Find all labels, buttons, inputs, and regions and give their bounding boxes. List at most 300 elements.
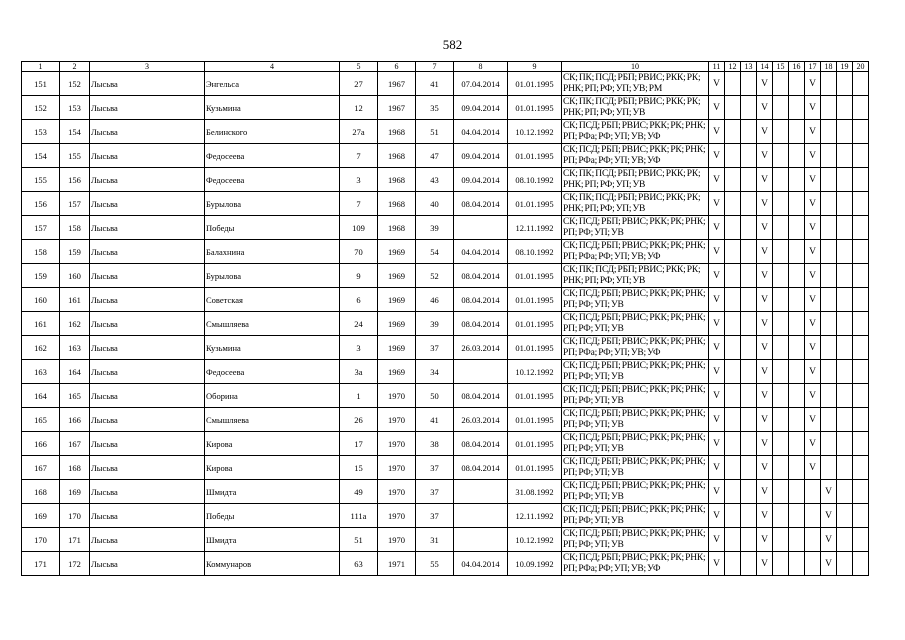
mark-cell-col-20 xyxy=(853,360,869,384)
build-year-cell: 1970 xyxy=(378,432,416,456)
mark-cell-col-12 xyxy=(725,144,741,168)
street-cell: Энгельса xyxy=(205,72,340,96)
mark-cell-col-13 xyxy=(741,360,757,384)
street-cell: Федосеева xyxy=(205,144,340,168)
build-year-cell: 1970 xyxy=(378,384,416,408)
record-number-cell: 153 xyxy=(60,96,90,120)
mark-cell-col-15 xyxy=(773,432,789,456)
mark-cell-col-20 xyxy=(853,312,869,336)
mark-cell-col-13 xyxy=(741,216,757,240)
build-year-cell: 1968 xyxy=(378,192,416,216)
codes-cell: СК; ПСД; РБП; РВИС; РКК; РК; РНК; РП; РФа; РФ; УП; УВ; УФ xyxy=(562,144,709,168)
house-number-cell: 3а xyxy=(340,360,378,384)
house-number-cell: 1 xyxy=(340,384,378,408)
mark-cell-col-13 xyxy=(741,192,757,216)
table-row xyxy=(22,72,869,96)
mark-cell-col-17: V xyxy=(805,264,821,288)
build-year-cell: 1970 xyxy=(378,456,416,480)
mark-cell-col-15 xyxy=(773,96,789,120)
mark-cell-col-14: V xyxy=(757,528,773,552)
column-header-11: 11 xyxy=(709,62,725,72)
mark-cell-col-18 xyxy=(821,96,837,120)
codes-cell: СК; ПСД; РБП; РВИС; РКК; РК; РНК; РП; РФ; УП; УВ xyxy=(562,288,709,312)
mark-cell-col-20 xyxy=(853,192,869,216)
mark-cell-col-16 xyxy=(789,288,805,312)
record-number-cell: 164 xyxy=(60,360,90,384)
inspection-date-cell: 26.03.2014 xyxy=(454,336,508,360)
row-index-cell: 157 xyxy=(22,216,60,240)
mark-cell-col-14: V xyxy=(757,504,773,528)
record-number-cell: 161 xyxy=(60,288,90,312)
mark-cell-col-11: V xyxy=(709,480,725,504)
city-cell: Лысьва xyxy=(90,432,205,456)
mark-cell-col-15 xyxy=(773,168,789,192)
codes-cell: СК; ПСД; РБП; РВИС; РКК; РК; РНК; РП; РФ; УП; УВ xyxy=(562,384,709,408)
mark-cell-col-13 xyxy=(741,384,757,408)
inspection-date-cell: 07.04.2014 xyxy=(454,72,508,96)
row-index-cell: 155 xyxy=(22,168,60,192)
mark-cell-col-13 xyxy=(741,456,757,480)
mark-cell-col-16 xyxy=(789,408,805,432)
table-row xyxy=(22,96,869,120)
column-header-15: 15 xyxy=(773,62,789,72)
mark-cell-col-19 xyxy=(837,336,853,360)
registration-date-cell: 01.01.1995 xyxy=(508,312,562,336)
mark-cell-col-19 xyxy=(837,552,853,576)
mark-cell-col-15 xyxy=(773,480,789,504)
city-cell: Лысьва xyxy=(90,216,205,240)
mark-cell-col-11: V xyxy=(709,408,725,432)
column-header-12: 12 xyxy=(725,62,741,72)
build-year-cell: 1969 xyxy=(378,288,416,312)
codes-cell: СК; ПК; ПСД; РБП; РВИС; РКК; РК; РНК; РП; РФ; УП; УВ xyxy=(562,192,709,216)
row-index-cell: 170 xyxy=(22,528,60,552)
mark-cell-col-20 xyxy=(853,480,869,504)
table-row xyxy=(22,120,869,144)
row-index-cell: 156 xyxy=(22,192,60,216)
column-header-6: 6 xyxy=(378,62,416,72)
city-cell: Лысьва xyxy=(90,264,205,288)
mark-cell-col-19 xyxy=(837,192,853,216)
mark-cell-col-13 xyxy=(741,240,757,264)
mark-cell-col-17: V xyxy=(805,336,821,360)
mark-cell-col-17: V xyxy=(805,72,821,96)
inspection-date-cell: 08.04.2014 xyxy=(454,264,508,288)
mark-cell-col-19 xyxy=(837,288,853,312)
mark-cell-col-19 xyxy=(837,360,853,384)
mark-cell-col-18 xyxy=(821,456,837,480)
mark-cell-col-16 xyxy=(789,72,805,96)
record-number-cell: 159 xyxy=(60,240,90,264)
mark-cell-col-16 xyxy=(789,504,805,528)
house-number-cell: 15 xyxy=(340,456,378,480)
column-header-19: 19 xyxy=(837,62,853,72)
mark-cell-col-12 xyxy=(725,240,741,264)
value-cell: 37 xyxy=(416,456,454,480)
registration-date-cell: 01.01.1995 xyxy=(508,384,562,408)
build-year-cell: 1969 xyxy=(378,360,416,384)
table-row xyxy=(22,288,869,312)
house-number-cell: 27 xyxy=(340,72,378,96)
registration-date-cell: 10.12.1992 xyxy=(508,120,562,144)
codes-cell: СК; ПК; ПСД; РБП; РВИС; РКК; РК; РНК; РП; РФ; УП; УВ; РМ xyxy=(562,72,709,96)
mark-cell-col-15 xyxy=(773,144,789,168)
build-year-cell: 1969 xyxy=(378,264,416,288)
mark-cell-col-16 xyxy=(789,528,805,552)
mark-cell-col-11: V xyxy=(709,456,725,480)
mark-cell-col-11: V xyxy=(709,120,725,144)
column-header-1: 1 xyxy=(22,62,60,72)
mark-cell-col-14: V xyxy=(757,336,773,360)
inspection-date-cell: 04.04.2014 xyxy=(454,120,508,144)
mark-cell-col-19 xyxy=(837,384,853,408)
mark-cell-col-15 xyxy=(773,192,789,216)
street-cell: Шмидта xyxy=(205,528,340,552)
column-header-13: 13 xyxy=(741,62,757,72)
row-index-cell: 153 xyxy=(22,120,60,144)
value-cell: 43 xyxy=(416,168,454,192)
mark-cell-col-12 xyxy=(725,432,741,456)
mark-cell-col-16 xyxy=(789,144,805,168)
mark-cell-col-20 xyxy=(853,384,869,408)
mark-cell-col-12 xyxy=(725,168,741,192)
house-number-cell: 3 xyxy=(340,168,378,192)
row-index-cell: 164 xyxy=(22,384,60,408)
mark-cell-col-15 xyxy=(773,264,789,288)
mark-cell-col-15 xyxy=(773,336,789,360)
build-year-cell: 1968 xyxy=(378,168,416,192)
street-cell: Кузьмина xyxy=(205,96,340,120)
codes-cell: СК; ПСД; РБП; РВИС; РКК; РК; РНК; РП; РФа; РФ; УП; УВ; УФ xyxy=(562,552,709,576)
mark-cell-col-11: V xyxy=(709,528,725,552)
registration-date-cell: 08.10.1992 xyxy=(508,240,562,264)
mark-cell-col-15 xyxy=(773,384,789,408)
mark-cell-col-12 xyxy=(725,360,741,384)
row-index-cell: 161 xyxy=(22,312,60,336)
table-row xyxy=(22,456,869,480)
mark-cell-col-17: V xyxy=(805,408,821,432)
mark-cell-col-15 xyxy=(773,312,789,336)
inspection-date-cell xyxy=(454,360,508,384)
value-cell: 46 xyxy=(416,288,454,312)
mark-cell-col-15 xyxy=(773,456,789,480)
mark-cell-col-13 xyxy=(741,312,757,336)
inspection-date-cell: 09.04.2014 xyxy=(454,168,508,192)
record-number-cell: 154 xyxy=(60,120,90,144)
inspection-date-cell: 09.04.2014 xyxy=(454,96,508,120)
mark-cell-col-11: V xyxy=(709,360,725,384)
record-number-cell: 156 xyxy=(60,168,90,192)
house-number-cell: 63 xyxy=(340,552,378,576)
mark-cell-col-15 xyxy=(773,72,789,96)
registration-date-cell: 10.12.1992 xyxy=(508,528,562,552)
mark-cell-col-17 xyxy=(805,480,821,504)
mark-cell-col-13 xyxy=(741,264,757,288)
mark-cell-col-20 xyxy=(853,240,869,264)
inspection-date-cell: 09.04.2014 xyxy=(454,144,508,168)
mark-cell-col-13 xyxy=(741,168,757,192)
inspection-date-cell xyxy=(454,528,508,552)
mark-cell-col-16 xyxy=(789,168,805,192)
registration-date-cell: 12.11.1992 xyxy=(508,504,562,528)
mark-cell-col-18 xyxy=(821,240,837,264)
row-index-cell: 152 xyxy=(22,96,60,120)
value-cell: 40 xyxy=(416,192,454,216)
mark-cell-col-18 xyxy=(821,120,837,144)
mark-cell-col-17: V xyxy=(805,168,821,192)
mark-cell-col-18 xyxy=(821,168,837,192)
street-cell: Смышляева xyxy=(205,312,340,336)
mark-cell-col-11: V xyxy=(709,432,725,456)
mark-cell-col-17 xyxy=(805,552,821,576)
mark-cell-col-20 xyxy=(853,528,869,552)
mark-cell-col-12 xyxy=(725,312,741,336)
street-cell: Бурылова xyxy=(205,264,340,288)
mark-cell-col-19 xyxy=(837,168,853,192)
mark-cell-col-14: V xyxy=(757,168,773,192)
build-year-cell: 1969 xyxy=(378,336,416,360)
value-cell: 51 xyxy=(416,120,454,144)
column-header-4: 4 xyxy=(205,62,340,72)
build-year-cell: 1967 xyxy=(378,96,416,120)
mark-cell-col-20 xyxy=(853,336,869,360)
column-header-10: 10 xyxy=(562,62,709,72)
house-number-cell: 3 xyxy=(340,336,378,360)
codes-cell: СК; ПСД; РБП; РВИС; РКК; РК; РНК; РП; РФ; УП; УВ xyxy=(562,528,709,552)
registration-date-cell: 01.01.1995 xyxy=(508,408,562,432)
mark-cell-col-16 xyxy=(789,240,805,264)
codes-cell: СК; ПК; ПСД; РБП; РВИС; РКК; РК; РНК; РП; РФ; УП; УВ xyxy=(562,264,709,288)
mark-cell-col-11: V xyxy=(709,312,725,336)
mark-cell-col-16 xyxy=(789,480,805,504)
build-year-cell: 1969 xyxy=(378,312,416,336)
mark-cell-col-17 xyxy=(805,504,821,528)
mark-cell-col-18 xyxy=(821,408,837,432)
registration-date-cell: 12.11.1992 xyxy=(508,216,562,240)
mark-cell-col-16 xyxy=(789,456,805,480)
mark-cell-col-16 xyxy=(789,336,805,360)
row-index-cell: 160 xyxy=(22,288,60,312)
mark-cell-col-15 xyxy=(773,360,789,384)
registration-date-cell: 01.01.1995 xyxy=(508,288,562,312)
inspection-date-cell xyxy=(454,216,508,240)
build-year-cell: 1968 xyxy=(378,120,416,144)
row-index-cell: 163 xyxy=(22,360,60,384)
street-cell: Кирова xyxy=(205,456,340,480)
value-cell: 55 xyxy=(416,552,454,576)
build-year-cell: 1970 xyxy=(378,408,416,432)
city-cell: Лысьва xyxy=(90,456,205,480)
value-cell: 38 xyxy=(416,432,454,456)
city-cell: Лысьва xyxy=(90,384,205,408)
row-index-cell: 165 xyxy=(22,408,60,432)
table-row xyxy=(22,408,869,432)
codes-cell: СК; ПК; ПСД; РБП; РВИС; РКК; РК; РНК; РП; РФ; УП; УВ xyxy=(562,96,709,120)
column-header-2: 2 xyxy=(60,62,90,72)
build-year-cell: 1968 xyxy=(378,216,416,240)
mark-cell-col-12 xyxy=(725,264,741,288)
mark-cell-col-13 xyxy=(741,288,757,312)
mark-cell-col-20 xyxy=(853,288,869,312)
mark-cell-col-16 xyxy=(789,360,805,384)
codes-cell: СК; ПСД; РБП; РВИС; РКК; РК; РНК; РП; РФ; УП; УВ xyxy=(562,312,709,336)
city-cell: Лысьва xyxy=(90,192,205,216)
mark-cell-col-11: V xyxy=(709,336,725,360)
mark-cell-col-18: V xyxy=(821,480,837,504)
mark-cell-col-14: V xyxy=(757,552,773,576)
mark-cell-col-18 xyxy=(821,312,837,336)
street-cell: Балахнина xyxy=(205,240,340,264)
mark-cell-col-15 xyxy=(773,408,789,432)
mark-cell-col-11: V xyxy=(709,288,725,312)
street-cell: Победы xyxy=(205,504,340,528)
row-index-cell: 167 xyxy=(22,456,60,480)
mark-cell-col-11: V xyxy=(709,240,725,264)
mark-cell-col-14: V xyxy=(757,288,773,312)
mark-cell-col-20 xyxy=(853,72,869,96)
mark-cell-col-20 xyxy=(853,144,869,168)
mark-cell-col-13 xyxy=(741,552,757,576)
mark-cell-col-17: V xyxy=(805,96,821,120)
mark-cell-col-13 xyxy=(741,432,757,456)
mark-cell-col-11: V xyxy=(709,504,725,528)
row-index-cell: 168 xyxy=(22,480,60,504)
house-number-cell: 27а xyxy=(340,120,378,144)
mark-cell-col-13 xyxy=(741,336,757,360)
mark-cell-col-12 xyxy=(725,480,741,504)
mark-cell-col-16 xyxy=(789,192,805,216)
record-number-cell: 155 xyxy=(60,144,90,168)
codes-cell: СК; ПСД; РБП; РВИС; РКК; РК; РНК; РП; РФ; УП; УВ xyxy=(562,216,709,240)
mark-cell-col-17: V xyxy=(805,384,821,408)
inspection-date-cell xyxy=(454,504,508,528)
row-index-cell: 169 xyxy=(22,504,60,528)
street-cell: Белинского xyxy=(205,120,340,144)
inspection-date-cell: 08.04.2014 xyxy=(454,456,508,480)
table-row xyxy=(22,432,869,456)
mark-cell-col-11: V xyxy=(709,216,725,240)
city-cell: Лысьва xyxy=(90,96,205,120)
mark-cell-col-11: V xyxy=(709,192,725,216)
mark-cell-col-13 xyxy=(741,72,757,96)
mark-cell-col-14: V xyxy=(757,312,773,336)
row-index-cell: 154 xyxy=(22,144,60,168)
record-number-cell: 168 xyxy=(60,456,90,480)
mark-cell-col-11: V xyxy=(709,552,725,576)
mark-cell-col-11: V xyxy=(709,168,725,192)
city-cell: Лысьва xyxy=(90,408,205,432)
city-cell: Лысьва xyxy=(90,144,205,168)
house-number-cell: 6 xyxy=(340,288,378,312)
registration-date-cell: 10.09.1992 xyxy=(508,552,562,576)
city-cell: Лысьва xyxy=(90,528,205,552)
value-cell: 41 xyxy=(416,408,454,432)
mark-cell-col-16 xyxy=(789,120,805,144)
registration-date-cell: 01.01.1995 xyxy=(508,72,562,96)
house-number-cell: 49 xyxy=(340,480,378,504)
mark-cell-col-11: V xyxy=(709,96,725,120)
house-number-cell: 7 xyxy=(340,192,378,216)
house-number-cell: 9 xyxy=(340,264,378,288)
mark-cell-col-15 xyxy=(773,120,789,144)
mark-cell-col-20 xyxy=(853,552,869,576)
inspection-date-cell: 26.03.2014 xyxy=(454,408,508,432)
mark-cell-col-12 xyxy=(725,336,741,360)
mark-cell-col-14: V xyxy=(757,216,773,240)
mark-cell-col-20 xyxy=(853,456,869,480)
table-row xyxy=(22,336,869,360)
mark-cell-col-16 xyxy=(789,432,805,456)
registration-date-cell: 01.01.1995 xyxy=(508,192,562,216)
mark-cell-col-17: V xyxy=(805,456,821,480)
street-cell: Кузьмина xyxy=(205,336,340,360)
codes-cell: СК; ПСД; РБП; РВИС; РКК; РК; РНК; РП; РФа; РФ; УП; УВ; УФ xyxy=(562,336,709,360)
mark-cell-col-14: V xyxy=(757,264,773,288)
codes-cell: СК; ПСД; РБП; РВИС; РКК; РК; РНК; РП; РФ; УП; УВ xyxy=(562,456,709,480)
inspection-date-cell: 08.04.2014 xyxy=(454,312,508,336)
mark-cell-col-11: V xyxy=(709,72,725,96)
mark-cell-col-11: V xyxy=(709,144,725,168)
record-number-cell: 172 xyxy=(60,552,90,576)
build-year-cell: 1970 xyxy=(378,528,416,552)
inspection-date-cell: 08.04.2014 xyxy=(454,432,508,456)
mark-cell-col-16 xyxy=(789,552,805,576)
mark-cell-col-19 xyxy=(837,144,853,168)
mark-cell-col-17: V xyxy=(805,144,821,168)
mark-cell-col-19 xyxy=(837,312,853,336)
build-year-cell: 1967 xyxy=(378,72,416,96)
city-cell: Лысьва xyxy=(90,312,205,336)
row-index-cell: 151 xyxy=(22,72,60,96)
house-number-cell: 24 xyxy=(340,312,378,336)
mark-cell-col-12 xyxy=(725,216,741,240)
street-cell: Федосеева xyxy=(205,360,340,384)
table-row xyxy=(22,144,869,168)
table-row xyxy=(22,384,869,408)
city-cell: Лысьва xyxy=(90,504,205,528)
mark-cell-col-13 xyxy=(741,480,757,504)
table-row xyxy=(22,552,869,576)
build-year-cell: 1970 xyxy=(378,480,416,504)
record-number-cell: 170 xyxy=(60,504,90,528)
mark-cell-col-14: V xyxy=(757,408,773,432)
mark-cell-col-20 xyxy=(853,504,869,528)
mark-cell-col-15 xyxy=(773,288,789,312)
value-cell: 37 xyxy=(416,480,454,504)
record-number-cell: 167 xyxy=(60,432,90,456)
mark-cell-col-20 xyxy=(853,264,869,288)
mark-cell-col-11: V xyxy=(709,384,725,408)
mark-cell-col-17: V xyxy=(805,240,821,264)
column-header-8: 8 xyxy=(454,62,508,72)
city-cell: Лысьва xyxy=(90,168,205,192)
table-row xyxy=(22,216,869,240)
mark-cell-col-14: V xyxy=(757,120,773,144)
street-cell: Шмидта xyxy=(205,480,340,504)
mark-cell-col-12 xyxy=(725,384,741,408)
city-cell: Лысьва xyxy=(90,552,205,576)
inspection-date-cell: 04.04.2014 xyxy=(454,240,508,264)
registration-date-cell: 01.01.1995 xyxy=(508,456,562,480)
mark-cell-col-12 xyxy=(725,528,741,552)
mark-cell-col-13 xyxy=(741,120,757,144)
inspection-date-cell: 08.04.2014 xyxy=(454,192,508,216)
street-cell: Коммунаров xyxy=(205,552,340,576)
mark-cell-col-16 xyxy=(789,96,805,120)
registration-date-cell: 10.12.1992 xyxy=(508,360,562,384)
table-row xyxy=(22,240,869,264)
mark-cell-col-18 xyxy=(821,384,837,408)
